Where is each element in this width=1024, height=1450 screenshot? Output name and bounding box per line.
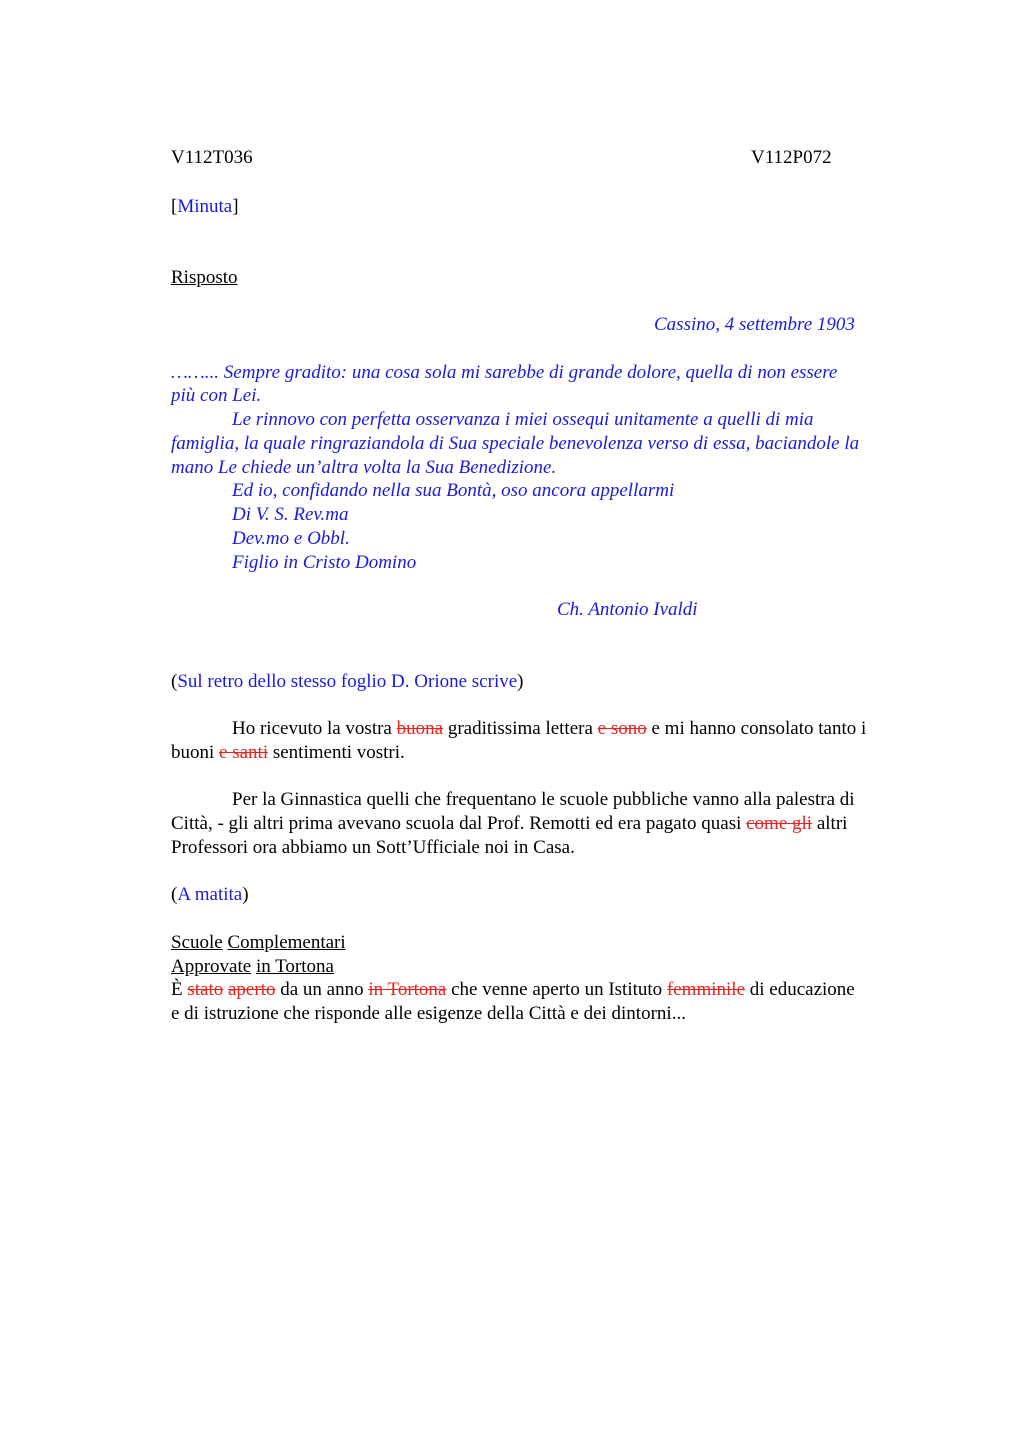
deleted-text: come gli (746, 813, 813, 834)
letter-p1-line1: ……... Sempre gradito: una cosa sola mi sarebbe di grande dolore, quella di non essere (171, 362, 838, 383)
letter-closing-line: Di V. S. Rev.ma (232, 504, 349, 525)
deleted-text: stato (187, 979, 224, 1000)
deleted-text: buona (396, 718, 444, 739)
section-heading-2: Approvate in Tortona (171, 956, 334, 977)
letter-p1-line2: più con Lei. (171, 385, 262, 406)
letter-p2-line1: Le rinnovo con perfetta osservanza i miei ossequi unitamente a quelli di mia (232, 409, 814, 430)
reply-p2-line3: Professori ora abbiamo un Sott’Ufficiale noi in Casa. (171, 837, 575, 858)
reply-p2-line2: Città, - gli altri prima avevano scuola dal Prof. Remotti ed era pagato quasi come gli altri (171, 813, 848, 834)
deleted-text: e sono (597, 718, 647, 739)
letter-p2-line3: mano Le chiede un’altra volta la Sua Benedizione. (171, 457, 557, 478)
right-code: V112P072 (751, 147, 832, 168)
letter-signature: Ch. Antonio Ivaldi (557, 599, 698, 620)
left-code: V112T036 (171, 147, 253, 168)
section-heading-1: Scuole Complementari (171, 932, 346, 953)
deleted-text: aperto (228, 979, 276, 1000)
reply-p1-line2: buoni e santi sentimenti vostri. (171, 742, 405, 763)
deleted-text: in Tortona (368, 979, 447, 1000)
letter-closing-line: Figlio in Cristo Domino (232, 552, 417, 573)
section-text-line1: È stato aperto da un anno in Tortona che venne aperto un Istituto femminile di educazione (171, 979, 855, 1000)
letter-p2-line2: famiglia, la quale ringraziandola di Sua speciale benevolenza verso di essa, baciandole la (171, 433, 860, 454)
minuta-label: [Minuta] (171, 196, 239, 217)
reply-p2-line1: Per la Ginnastica quelli che frequentano le scuole pubbliche vanno alla palestra di (232, 789, 855, 810)
deleted-text: e santi (219, 742, 269, 763)
deleted-text: femminile (666, 979, 746, 1000)
section-text-line2: e di istruzione che risponde alle esigenze della Città e dei dintorni... (171, 1003, 686, 1024)
letter-closing-line: Ed io, confidando nella sua Bontà, oso ancora appellarmi (232, 480, 675, 501)
risposto-label: Risposto (171, 267, 238, 288)
retro-note: (Sul retro dello stesso foglio D. Orione scrive) (171, 671, 524, 692)
reply-p1-line1: Ho ricevuto la vostra buona graditissima lettera e sono e mi hanno consolato tanto i (232, 718, 867, 739)
document-page (171, 0, 931, 1450)
matita-note: (A matita) (171, 884, 249, 905)
letter-date: Cassino, 4 settembre 1903 (654, 314, 855, 335)
letter-closing-line: Dev.mo e Obbl. (232, 528, 350, 549)
